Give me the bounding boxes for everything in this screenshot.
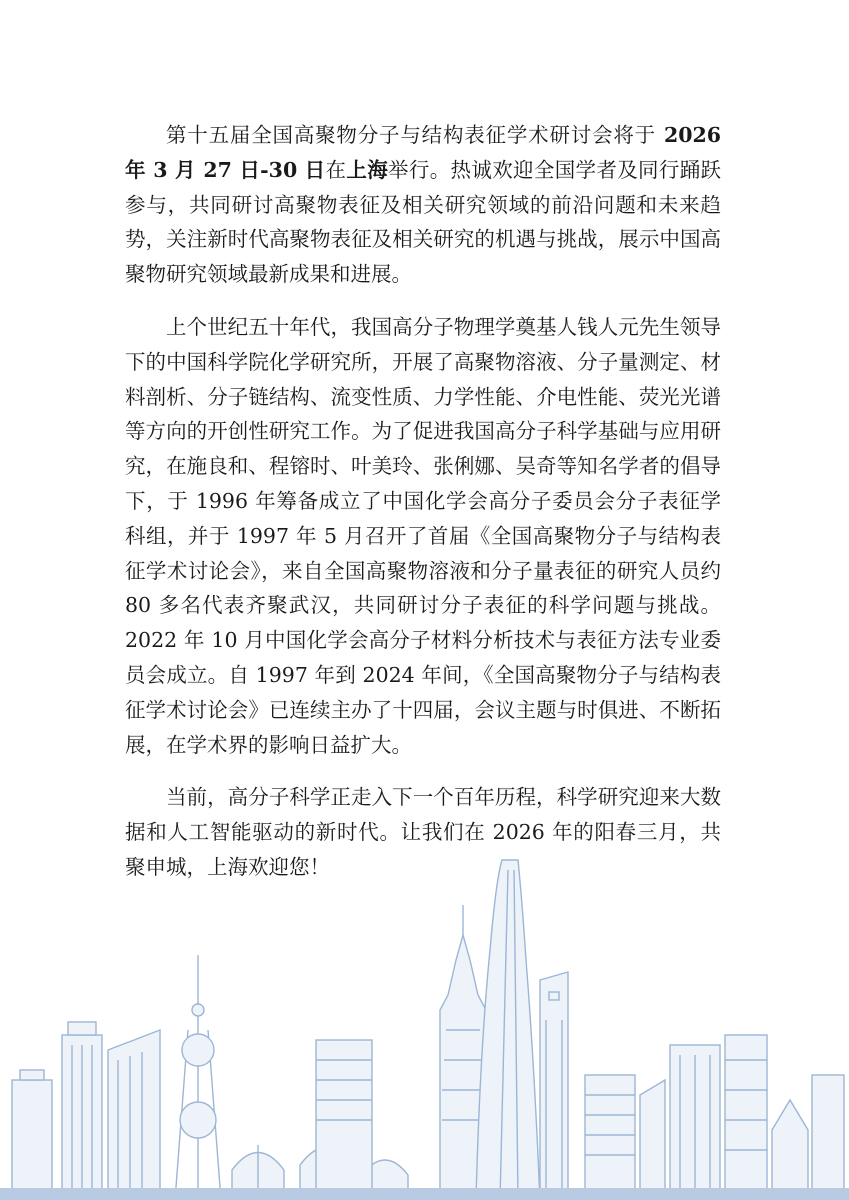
document-body	[125, 118, 721, 903]
intro-text-a: 第十五届全国高聚物分子与结构表征学术研讨会将于	[166, 123, 656, 147]
intro-text-c: 举行。热诚欢迎全国学者及同行踊跃参与，共同研讨高聚物表征及相关研究领域的前沿问题和未来趋势，关注新时代高聚物表征及相关研究的机遇与挑战，展示中国高聚物研究领域最新成果和进展。	[125, 157, 722, 287]
paragraph-intro	[125, 118, 721, 292]
paragraph-closing: 当前，高分子科学正走入下一个百年历程，科学研究迎来大数据和人工智能驱动的新时代。让我们在 2026 年的阳春三月，共聚申城，上海欢迎您！	[125, 785, 721, 879]
intro-text-b: 在	[325, 157, 347, 182]
paragraph-history: 上个世纪五十年代，我国高分子物理学奠基人钱人元先生领导下的中国科学院化学研究所，开展了高聚物溶液、分子量测定、材料剖析、分子链结构、流变性质、力学性能、介电性能、荧光光谱等方向的开创性研究工作。为了促进我国高分子科学基础与应用研究，在施良和、程镕时、叶美玲、张俐娜、吴奇等知名学者的倡导下，于 1996 年筹备成立了中国化学会高分子委员会分子表征学科组，并于 1997 年 5 月召开了首届《全国高聚物分子与结构表征学术讨论会》，来自全国高聚物溶液和分子量表征的研究人员约 80 多名代表齐聚武汉，共同研讨分子表征的科学问题与挑战。2022 年 10 月中国化学会高分子材料分析技术与表征方法专业委员会成立。自 1997 年到 2024 年间，《全国高聚物分子与结构表征学术讨论会》已连续主办了十四届，会议主题与时俱进、不断拓展，在学术界的影响日益扩大。	[125, 314, 721, 757]
conference-city: 上海	[346, 157, 389, 182]
conference-date: 2026 年 3 月 27 日-30 日	[125, 123, 721, 182]
